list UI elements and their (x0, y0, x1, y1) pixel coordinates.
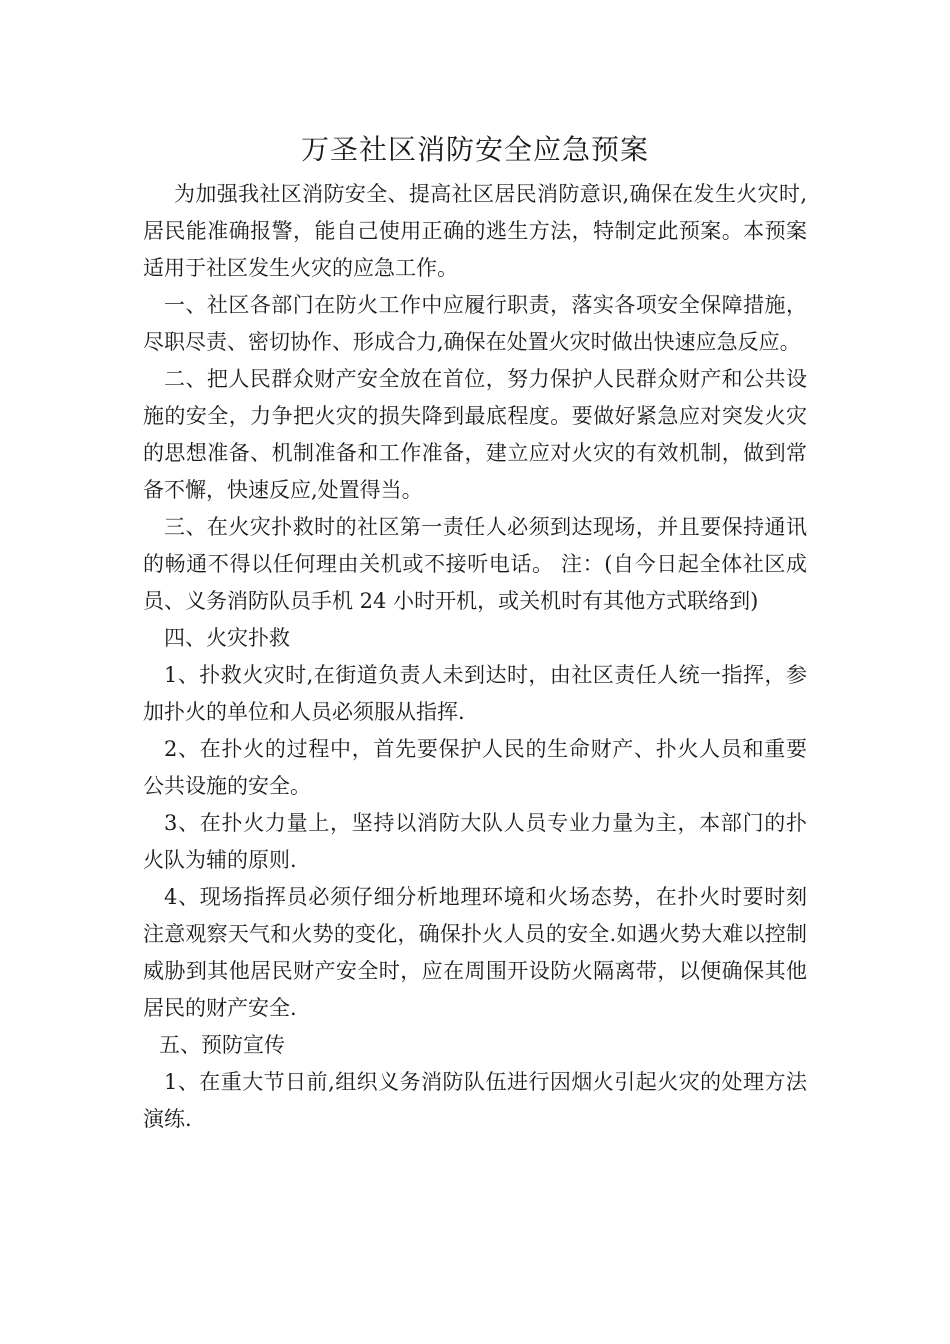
section-four-item-3: 3、在扑火力量上，坚持以消防大队人员专业力量为主，本部门的扑火队为辅的原则. (143, 811, 807, 872)
section-two-paragraph: 二、把人民群众财产安全放在首位，努力保护人民群众财产和公共设施的安全，力争把火灾的损失降到最底程度。要做好紧急应对突发火灾的思想准备、机制准备和工作准备，建立应对火灾的有效机制，做到常备不懈，快速反应,处置得当。 (143, 367, 807, 502)
section-four-heading: 四、火灾扑救 (164, 626, 290, 650)
section-four-item-2: 2、在扑火的过程中，首先要保护人民的生命财产、扑火人员和重要公共设施的安全。 (143, 737, 807, 798)
document-title: 万圣社区消防安全应急预案 (300, 133, 649, 166)
section-four-item-4: 4、现场指挥员必须仔细分析地理环境和火场态势，在扑火时要时刻注意观察天气和火势的变化，确保扑火人员的安全.如遇火势大难以控制威胁到其他居民财产安全时，应在周围开设防火隔离带，以便确保其他居民的财产安全. (143, 885, 807, 1020)
section-four-item-1: 1、扑救火灾时,在街道负责人未到达时，由社区责任人统一指挥，参加扑火的单位和人员必须服从指挥. (143, 663, 807, 724)
intro-paragraph: 为加强我社区消防安全、提高社区居民消防意识,确保在发生火灾时,居民能准确报警，能自己使用正确的逃生方法，特制定此预案。本预案适用于社区发生火灾的应急工作。 (143, 182, 807, 280)
document-page (143, 130, 807, 1138)
section-one-paragraph: 一、社区各部门在防火工作中应履行职责，落实各项安全保障措施，尽职尽责、密切协作、形成合力,确保在处置火灾时做出快速应急反应。 (143, 293, 807, 354)
section-five-heading: 五、预防宣传 (159, 1033, 285, 1057)
section-five-item-1: 1、在重大节日前,组织义务消防队伍进行因烟火引起火灾的处理方法演练. (143, 1070, 807, 1131)
section-three-paragraph: 三、在火灾扑救时的社区第一责任人必须到达现场，并且要保持通讯的畅通不得以任何理由关机或不接听电话。 注：(自今日起全体社区成员、义务消防队员手机 24 小时开机，或关机时有其他方式联络到) (143, 515, 807, 613)
